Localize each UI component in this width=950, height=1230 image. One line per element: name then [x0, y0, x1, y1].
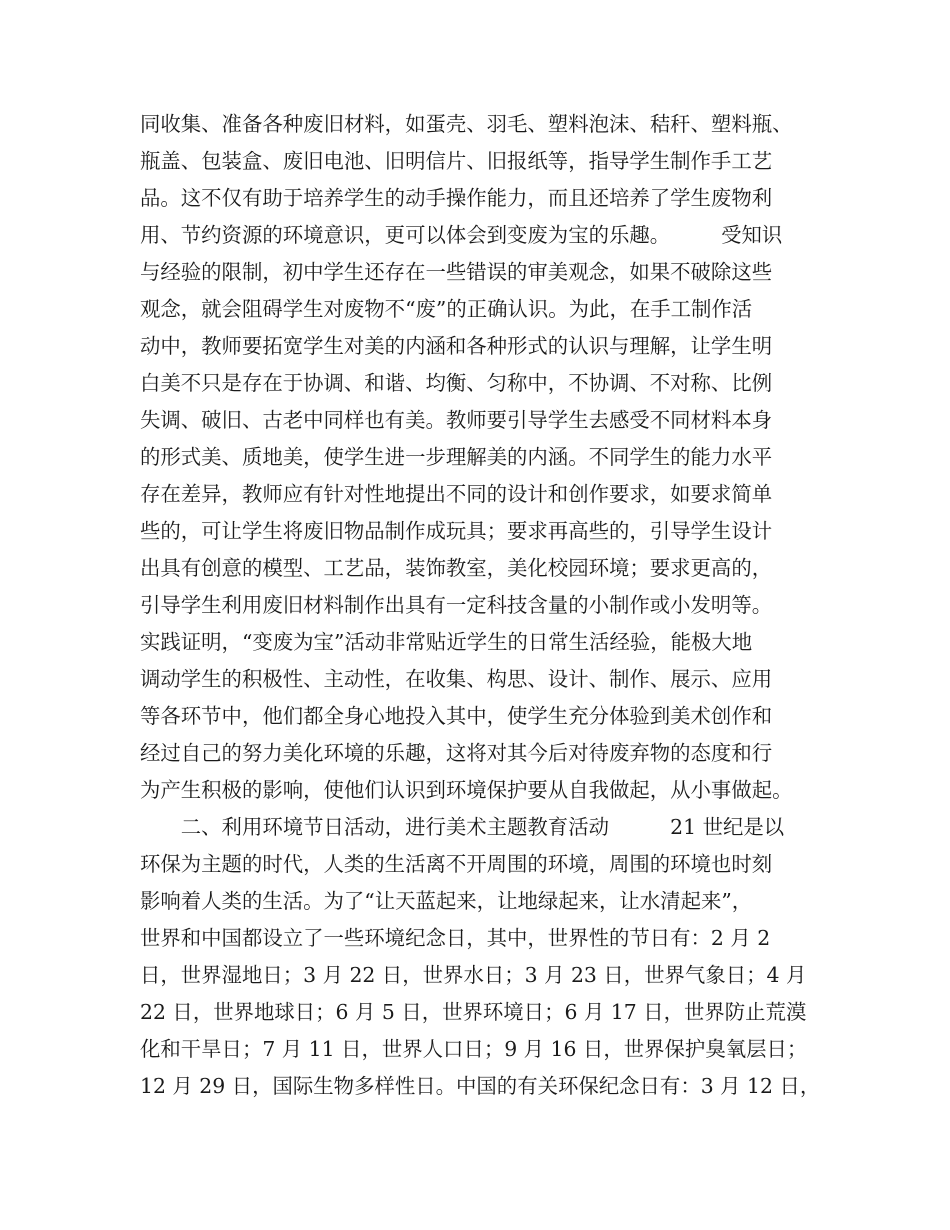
- text-line: 用、节约资源的环境意识，更可以体会到变废为宝的乐趣。 受知识: [140, 223, 783, 247]
- text-line: 的形式美、质地美，使学生进一步理解美的内涵。不同学生的能力水平: [140, 445, 773, 469]
- section-heading-line: 二、利用环境节日活动，进行美术主题教育活动 21 世纪是以: [140, 815, 785, 839]
- text-line: 影响着人类的生活。为了“让天蓝起来，让地绿起来，让水清起来”，: [140, 889, 753, 913]
- text-line: 些的，可让学生将废旧物品制作成玩具；要求再高些的，引导学生设计: [140, 519, 773, 543]
- text-line: 实践证明，“变废为宝”活动非常贴近学生的日常生活经验，能极大地: [140, 630, 753, 654]
- text-line: 动中，教师要拓宽学生对美的内涵和各种形式的认识与理解，让学生明: [140, 334, 773, 358]
- text-line: 与经验的限制，初中学生还存在一些错误的审美观念，如果不破除这些: [140, 260, 773, 284]
- text-line: 品。这不仅有助于培养学生的动手操作能力，而且还培养了学生废物利: [140, 186, 773, 210]
- text-line: 化和干旱日；7 月 11 日，世界人口日；9 月 16 日，世界保护臭氧层日；: [140, 1037, 808, 1061]
- text-line: 环保为主题的时代，人类的生活离不开周围的环境，周围的环境也时刻: [140, 852, 773, 876]
- text-line: 等各环节中，他们都全身心地投入其中，使学生充分体验到美术创作和: [140, 704, 773, 728]
- text-line: 22 日，世界地球日；6 月 5 日，世界环境日；6 月 17 日，世界防止荒漠: [140, 1000, 807, 1024]
- text-line: 为产生积极的影响，使他们认识到环境保护要从自我做起，从小事做起。: [140, 778, 793, 802]
- text-line: 同收集、准备各种废旧材料，如蛋壳、羽毛、塑料泡沫、秸秆、塑料瓶、: [140, 112, 793, 136]
- text-line: 引导学生利用废旧材料制作出具有一定科技含量的小制作或小发明等。: [140, 593, 773, 617]
- text-line: 失调、破旧、古老中同样也有美。教师要引导学生去感受不同材料本身: [140, 408, 773, 432]
- text-line: 出具有创意的模型、工艺品，装饰教室，美化校园环境；要求更高的，: [140, 556, 773, 580]
- text-line: 经过自己的努力美化环境的乐趣，这将对其今后对待废弃物的态度和行: [140, 741, 773, 765]
- body-text: [140, 106, 840, 1105]
- text-line: 12 月 29 日，国际生物多样性日。中国的有关环保纪念日有：3 月 12 日，: [140, 1074, 821, 1098]
- text-line: 调动学生的积极性、主动性，在收集、构思、设计、制作、展示、应用: [140, 667, 773, 691]
- text-line: 世界和中国都设立了一些环境纪念日，其中，世界性的节日有：2 月 2: [140, 926, 771, 950]
- text-line: 观念，就会阻碍学生对废物不“废”的正确认识。为此，在手工制作活: [140, 297, 753, 321]
- text-line: 白美不只是存在于协调、和谐、均衡、匀称中，不协调、不对称、比例: [140, 371, 773, 395]
- text-line: 日，世界湿地日；3 月 22 日，世界水日；3 月 23 日，世界气象日；4 月: [140, 963, 807, 987]
- text-line: 瓶盖、包装盒、废旧电池、旧明信片、旧报纸等，指导学生制作手工艺: [140, 149, 773, 173]
- text-line: 存在差异，教师应有针对性地提出不同的设计和创作要求，如要求简单: [140, 482, 773, 506]
